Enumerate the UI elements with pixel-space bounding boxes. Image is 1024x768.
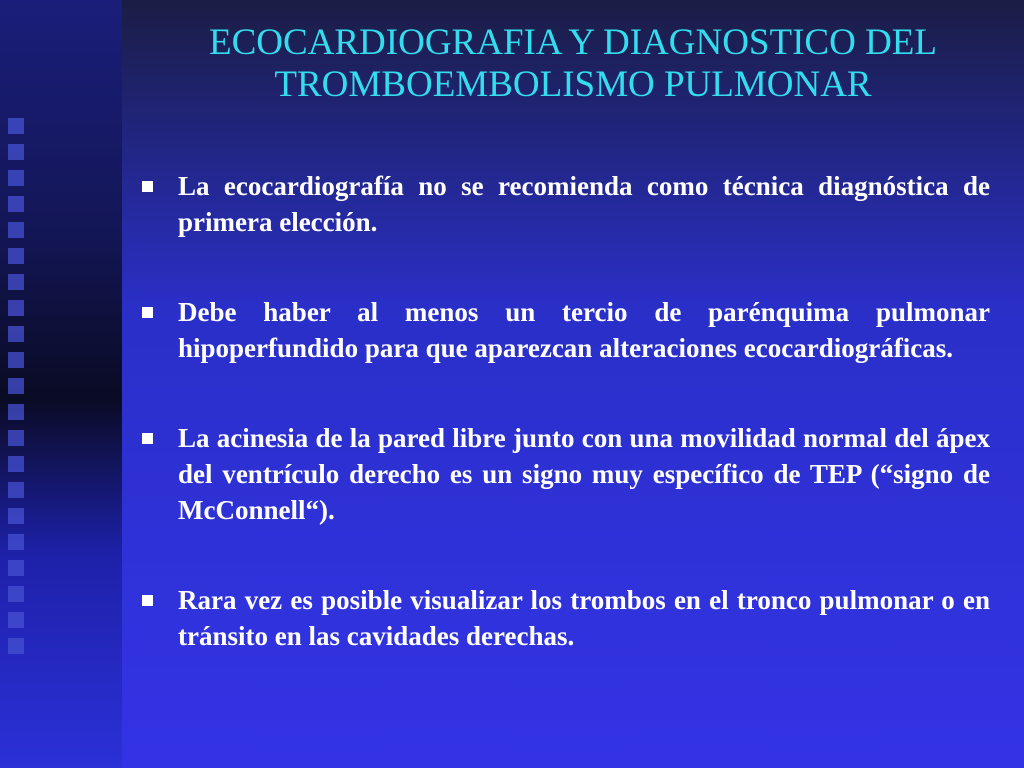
bullet-text: La acinesia de la pared libre junto con una movilidad normal del ápex del ventrículo derecho es un signo muy específico de TEP (“signo de McConnell“). [178,423,990,525]
bullet-item [140,168,990,240]
bullet-item [140,294,990,366]
bullet-list [140,168,990,654]
square-bullet-icon [142,433,153,444]
left-decorative-panel [0,0,122,768]
square-bullet-icon [142,307,153,318]
bullet-item [140,420,990,528]
slide-title [122,22,1024,106]
bullet-text: Rara vez es posible visualizar los trombos en el tronco pulmonar o en tránsito en las cavidades derechas. [178,585,990,651]
decorative-squares [8,118,26,654]
slide-title-line-1: ECOCARDIOGRAFIA Y DIAGNOSTICO DEL [208,22,937,63]
square-bullet-icon [142,181,153,192]
bullet-text: Debe haber al menos un tercio de parénquima pulmonar hipoperfundido para que aparezcan alteraciones ecocardiográficas. [178,297,990,363]
slide-title-line-2: TROMBOEMBOLISMO PULMONAR [274,64,872,105]
bullet-text: La ecocardiografía no se recomienda como técnica diagnóstica de primera elección. [178,171,990,237]
bullet-item [140,582,990,654]
square-bullet-icon [142,595,153,606]
